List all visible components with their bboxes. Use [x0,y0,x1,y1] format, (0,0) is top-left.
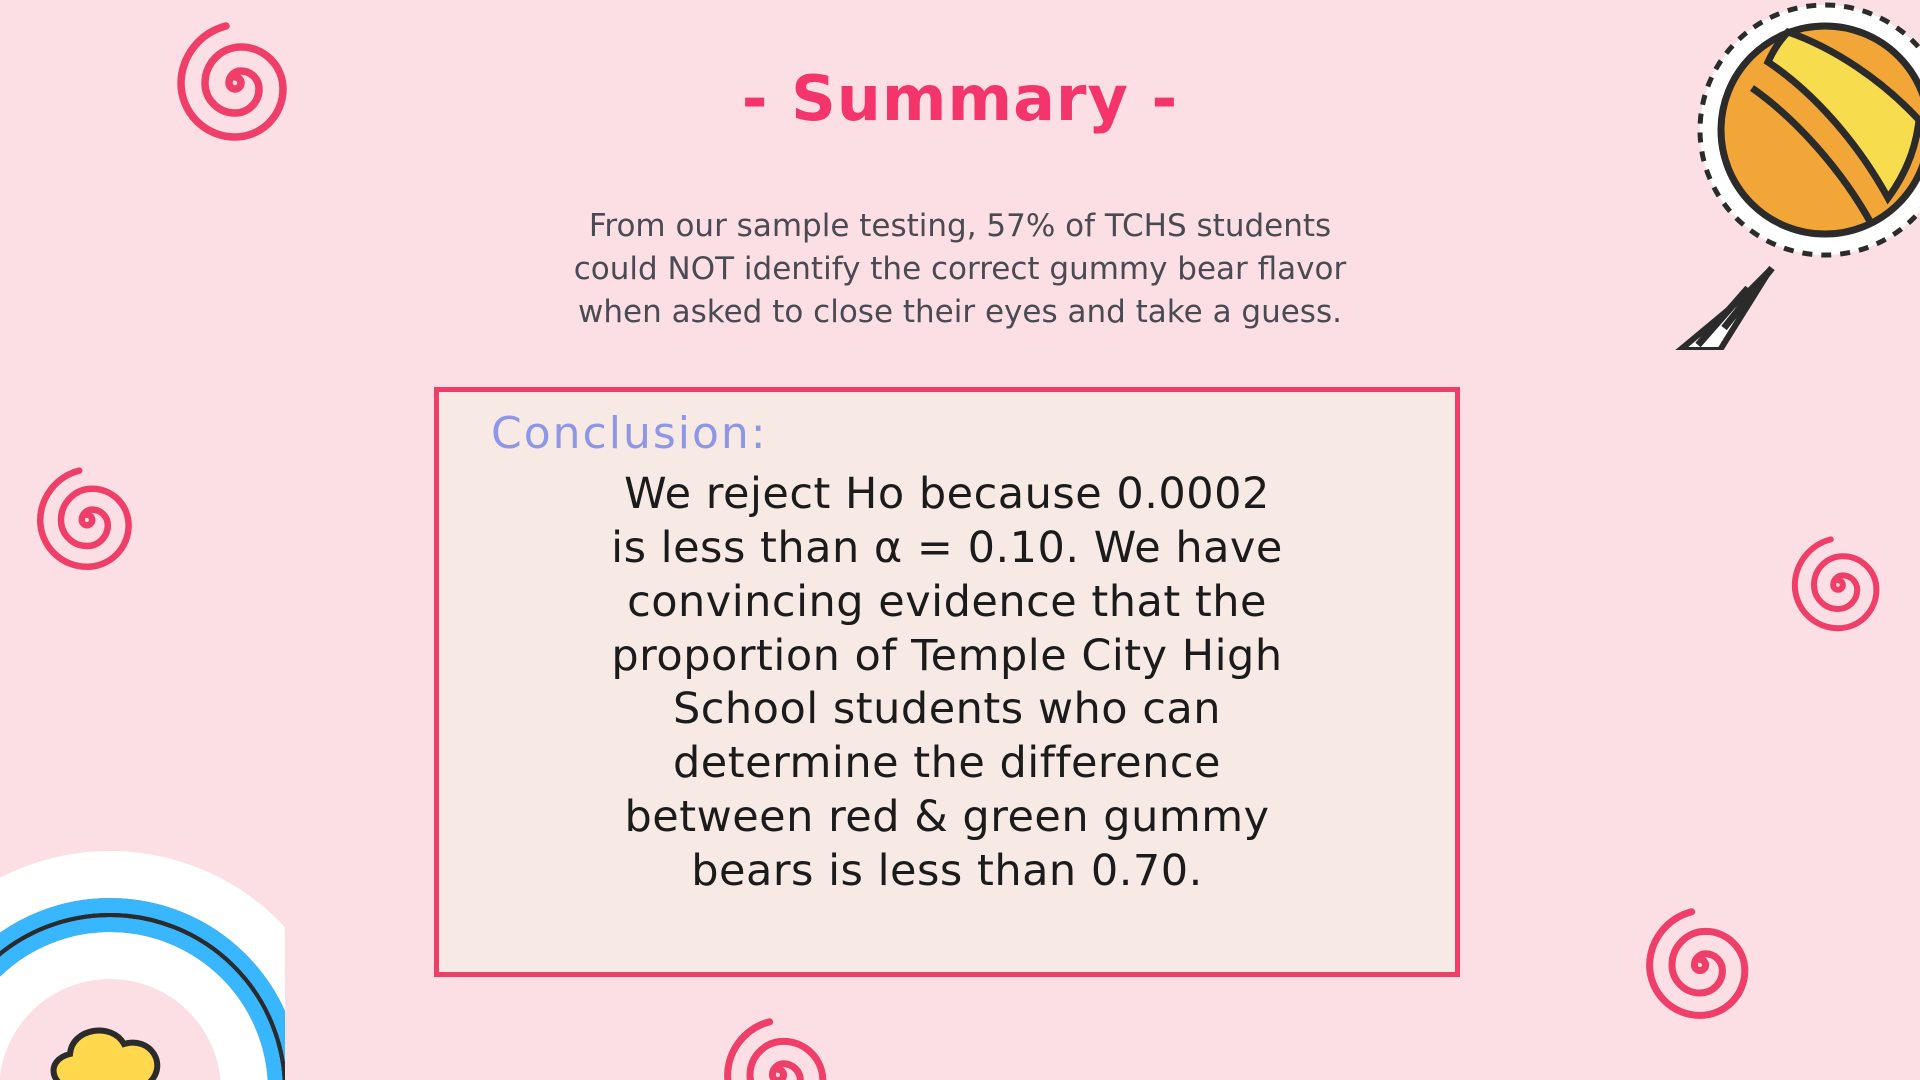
intro-line-3: when asked to close their eyes and take a guess. [578,293,1342,330]
conclusion-line-8: bears is less than 0.70. [691,845,1203,896]
spiral-mid-left-icon [22,455,152,585]
intro-line-2: could NOT identify the correct gummy bear flavor [573,250,1347,287]
spiral-bottom-right-icon [1630,895,1770,1035]
conclusion-box [434,387,1460,977]
spiral-bottom-center-icon [708,1005,848,1080]
conclusion-text [467,468,1427,898]
intro-line-1: From our sample testing, 57% of TCHS students [588,208,1332,244]
conclusion-line-4: proportion of Temple City High [611,630,1283,681]
conclusion-line-6: determine the difference [673,738,1221,789]
conclusion-line-5: School students who can [672,684,1221,735]
conclusion-line-1: We reject Ho because 0.0002 [624,469,1270,520]
spiral-right-icon [1778,525,1898,645]
conclusion-line-3: convincing evidence that the [627,576,1267,627]
conclusion-line-7: between red & green gummy [624,791,1270,842]
rainbow-icon [0,850,285,1080]
lollipop-icon [1620,0,1920,350]
page-title: - Summary - [741,62,1179,135]
conclusion-label: Conclusion: [491,408,768,459]
conclusion-line-2: is less than α = 0.10. We have [611,523,1283,574]
intro-paragraph [480,205,1440,333]
